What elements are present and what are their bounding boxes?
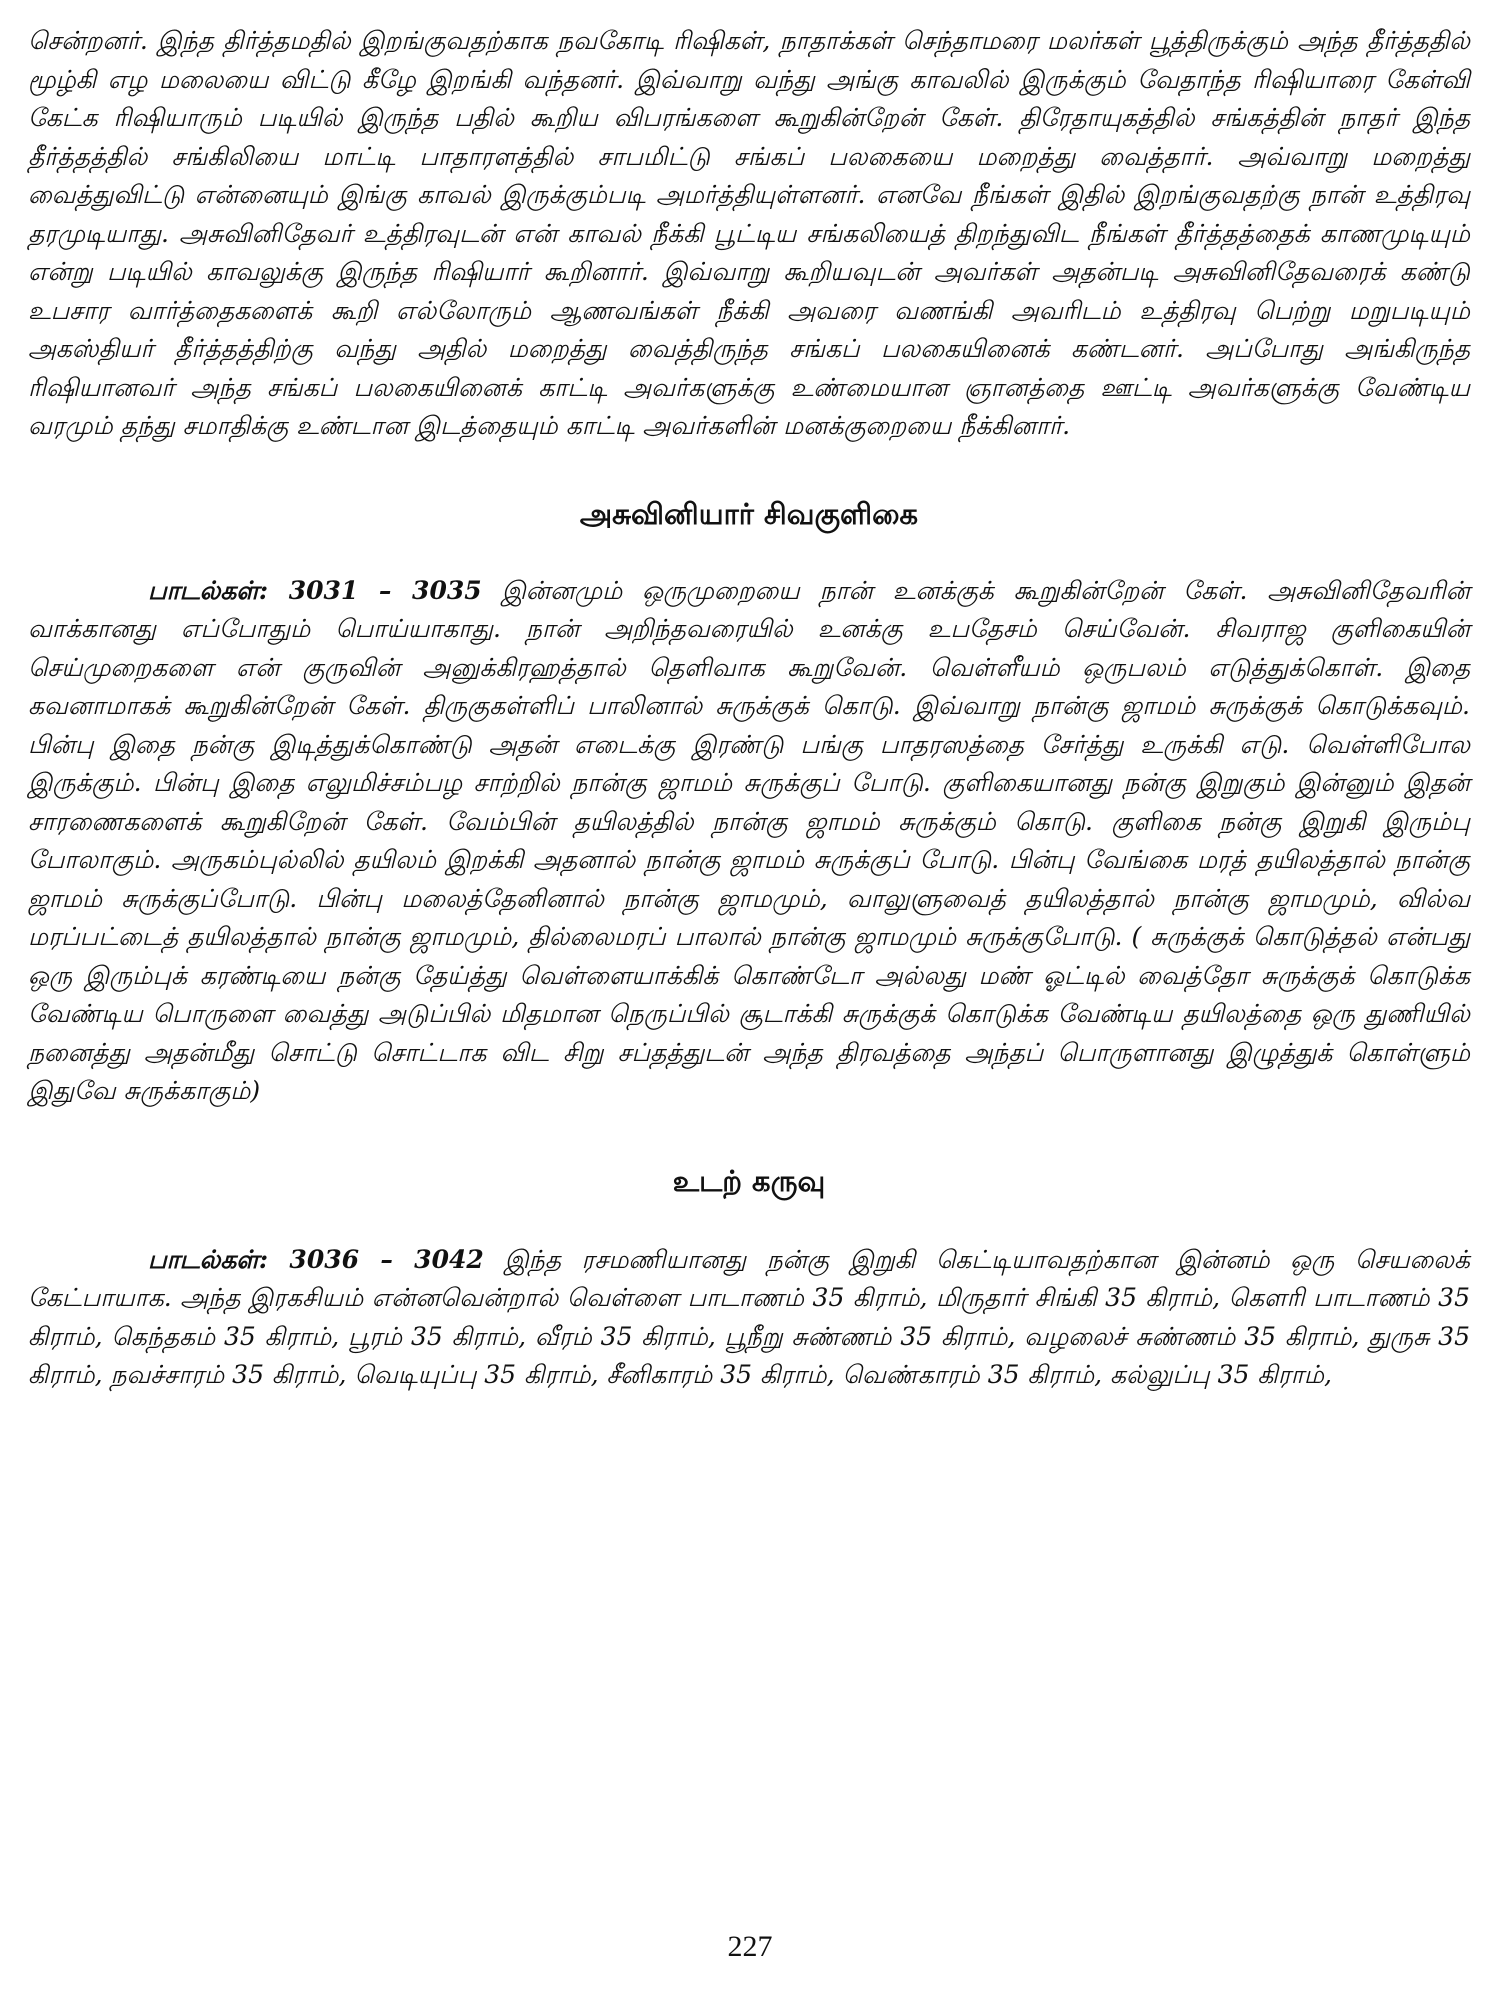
page-number: 227 [727,1930,773,1963]
section-heading-1: அசுவினியார் சிவகுளிகை [579,496,919,531]
paragraph-3-text: இந்த ரசமணியானது நன்கு இறுகி கெட்டியாவதற்கான இன்னம் ஒரு செயலைக் கேட்பாயாக. அந்த இரகசியம் என்னவென்றால் வெள்ளை பாடாணம் 35 கிராம், மிருதார் சிங்கி 35 கிராம், கௌரி பாடாணம் 35 கிராம், கெந்தகம் 35 கிராம், பூரம் 35 கிராம், வீரம் 35 கிராம், பூநீறு சுண்ணம் 35 கிராம், வழலைச் சுண்ணம் 35 கிராம், துருசு 35 கிராம், நவச்சாரம் 35 கிராம், வெடியுப்பு 35 கிராம், சீனிகாரம் 35 கிராம், வெண்காரம் 35 கிராம், கல்லுப்பு 35 கிராம், [28,1244,1470,1389]
section-heading-2: உடற் கருவு [672,1163,826,1198]
paragraph-2-text: இன்னமும் ஒருமுறையை நான் உனக்குக் கூறுகின்றேன் கேள். அசுவினிதேவரின் வாக்கானது எப்போதும் பொய்யாகாது. நான் அறிந்தவரையில் உனக்கு உபதேசம் செய்வேன். சிவராஜ குளிகையின் செய்முறைகளை என் குருவின் அனுக்கிரஹத்தால் தெளிவாக கூறுவேன். வெள்ளீயம் ஒருபலம் எடுத்துக்கொள். இதை கவனாமாகக் கூறுகின்றேன் கேள். திருகுகள்ளிப் பாலினால் சுருக்குக் கொடு. இவ்வாறு நான்கு ஜாமம் சுருக்குக் கொடுக்கவும். பின்பு இதை நன்கு இடித்துக்கொண்டு அதன் எடைக்கு இரண்டு பங்கு பாதரஸத்தை சேர்த்து உருக்கி எடு. வெள்ளிபோல இருக்கும். பின்பு இதை எலுமிச்சம்பழ சாற்றில் நான்கு ஜாமம் சுருக்குப் போடு. குளிகையானது நன்கு இறுகும் இன்னும் இதன் சாரணைகளைக் கூறுகிறேன் கேள். வேம்பின் தயிலத்தில் நான்கு ஜாமம் சுருக்கும் கொடு. குளிகை நன்கு இறுகி இரும்பு போலாகும். அருகம்புல்லில் தயிலம் இறக்கி அதனால் நான்கு ஜாமம் சுருக்குப் போடு. பின்பு வேங்கை மரத் தயிலத்தால் நான்கு ஜாமம் சுருக்குப்போடு. பின்பு மலைத்தேனினால் நான்கு ஜாமமும், வாலுளுவைத் தயிலத்தால் நான்கு ஜாமமும், வில்வ மரப்பட்டைத் தயிலத்தால் நான்கு ஜாமமும், தில்லைமரப் பாலால் நான்கு ஜாமமும் சுருக்குபோடு. ( சுருக்குக் கொடுத்தல் என்பது ஒரு இரும்புக் கரண்டியை நன்கு தேய்த்து வெள்ளையாக்கிக் கொண்டோ அல்லது மண் ஓட்டில் வைத்தோ சுருக்குக் கொடுக்க வேண்டிய பொருளை வைத்து அடுப்பில் மிதமான நெருப்பில் சூடாக்கி சுருக்குக் கொடுக்க வேண்டிய தயிலத்தை ஒரு துணியில் நனைத்து அதன்மீது சொட்டு சொட்டாக விட சிறு சப்தத்துடன் அந்த திரவத்தை அந்தப் பொருளானது இழுத்துக் கொள்ளும் இதுவே சுருக்காகும்) [28,575,1470,1105]
body-paragraph-1: சென்றனர். இந்த திர்த்தமதில் இறங்குவதற்காக நவகோடி ரிஷிகள், நாதாக்கள் செந்தாமரை மலர்கள் பூத்திருக்கும் அந்த தீர்த்ததில் மூழ்கி எழ மலையை விட்டு கீழே இறங்கி வந்தனர். இவ்வாறு வந்து அங்கு காவலில் இருக்கும் வேதாந்த ரிஷியாரை கேள்வி கேட்க ரிஷியாரும் படியில் இருந்த பதில் கூறிய விபரங்களை கூறுகின்றேன் கேள். திரேதாயுகத்தில் சங்கத்தின் நாதர் இந்த தீர்த்தத்தில் சங்கிலியை மாட்டி பாதாரளத்தில் சாபமிட்டு சங்கப் பலகையை மறைத்து வைத்தார். அவ்வாறு மறைத்து வைத்துவிட்டு என்னையும் இங்கு காவல் இருக்கும்படி அமர்த்தியுள்ளனர். எனவே நீங்கள் இதில் இறங்குவதற்கு நான் உத்திரவு தரமுடியாது. அசுவினிதேவர் உத்திரவுடன் என் காவல் நீக்கி பூட்டிய சங்கலியைத் திறந்துவிட நீங்கள் தீர்த்தத்தைக் காணமுடியும் என்று படியில் காவலுக்கு இருந்த ரிஷியார் கூறினார். இவ்வாறு கூறியவுடன் அவர்கள் அதன்படி அசுவினிதேவரைக் கண்டு உபசார வார்த்தைகளைக் கூறி எல்லோரும் ஆணவங்கள் நீக்கி அவரை வணங்கி அவரிடம் உத்திரவு பெற்று மறுபடியும் அகஸ்தியர் தீர்த்தத்திற்கு வந்து அதில் மறைத்து வைத்திருந்த சங்கப் பலகையினைக் கண்டனர். அப்போது அங்கிருந்த ரிஷியானவர் அந்த சங்கப் பலகையினைக் காட்டி அவர்களுக்கு உண்மையான ஞானத்தை ஊட்டி அவர்களுக்கு வேண்டிய வரமும் தந்து சமாதிக்கு உண்டான இடத்தையும் காட்டி அவர்களின் மனக்குறையை நீக்கினார். [28,26,1470,440]
verse-reference-1: பாடல்கள்: 3031 – 3035 [148,575,482,605]
body-paragraph-3 [28,1241,1470,1395]
body-paragraph-2 [28,572,1470,1111]
verse-reference-2: பாடல்கள்: 3036 – 3042 [148,1244,484,1274]
